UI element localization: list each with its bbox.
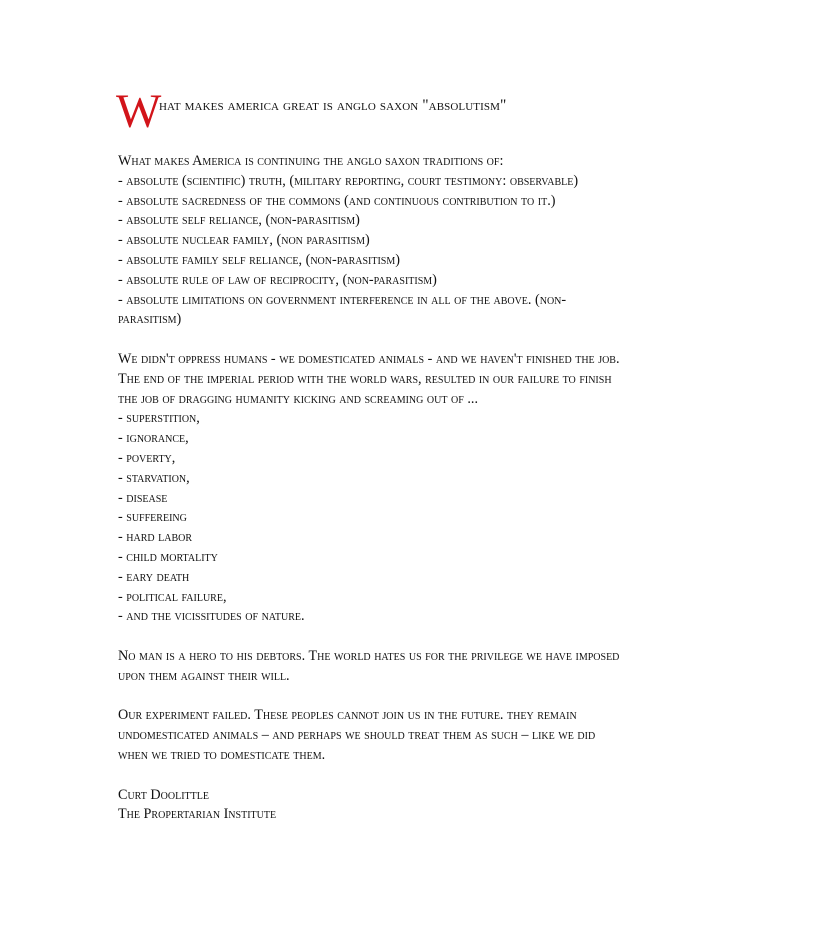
intro-cap: W <box>118 153 132 169</box>
tradition-item: - absolute rule of law of reciprocity, (non-parasitism) <box>118 271 437 288</box>
document-title <box>116 85 758 138</box>
tradition-item: - absolute sacredness of the commons (and continuous contribution to it.) <box>118 192 556 209</box>
paragraph-debtors <box>118 647 758 687</box>
paragraph-line: The end of the imperial period with the world wars, resulted in our failure to finish <box>118 370 612 387</box>
tradition-item: - absolute nuclear family, (non parasitism) <box>118 232 370 249</box>
ill-item: - hard labor <box>118 529 193 546</box>
ill-item: - suffereing <box>118 509 187 526</box>
ill-item: - superstition, <box>118 410 200 427</box>
tradition-item: - absolute self reliance, (non-parasitism) <box>118 212 360 229</box>
paragraph-domestication <box>118 350 758 409</box>
ill-item: - eary death <box>118 568 190 585</box>
paragraph-gap <box>118 330 758 350</box>
paragraph-line: No man is a hero to his debtors. The world hates us for the privilege we have imposed <box>118 647 620 664</box>
paragraph-gap <box>118 687 758 707</box>
ill-item: - ignorance, <box>118 430 189 447</box>
intro-cap-2: A <box>192 153 203 169</box>
intro-text: hat makes <box>131 153 193 169</box>
signature-name: Curt Doolittle <box>118 786 209 803</box>
ill-item: - starvation, <box>118 469 190 486</box>
ill-item: - child mortality <box>118 548 218 565</box>
intro-line <box>118 152 758 172</box>
paragraph-gap <box>118 766 758 786</box>
ill-item: - disease <box>118 489 168 506</box>
intro-text-2: merica is continuing the anglo saxon traditions of: <box>202 153 504 169</box>
tradition-item: - absolute limitations on government interference in all of the above. (non- <box>118 291 567 308</box>
paragraph-line: the job of dragging humanity kicking and screaming out of ... <box>118 390 478 407</box>
tradition-item: - absolute (scientific) truth, (military reporting, court testimony: observable) <box>118 172 579 189</box>
paragraph-line: Our experiment failed. These peoples cannot join us in the future. they remain <box>118 707 577 724</box>
traditions-list <box>118 172 758 330</box>
signature-org: The Propertarian Institute <box>118 806 277 823</box>
paragraph-gap <box>118 627 758 647</box>
ill-item: - and the vicissitudes of nature. <box>118 608 305 625</box>
tradition-item: - absolute family self reliance, (non-parasitism) <box>118 251 400 268</box>
paragraph-line: when we tried to domesticate them. <box>118 746 326 763</box>
paragraph-line: upon them against their will. <box>118 667 290 684</box>
ill-item: - poverty, <box>118 449 176 466</box>
paragraph-line: undomesticated animals – and perhaps we should treat them as such – like we did <box>118 727 596 744</box>
ills-list <box>118 409 758 627</box>
paragraph-line: We didn't oppress humans - we domesticated animals - and we haven't finished the job. <box>118 350 620 367</box>
ill-item: - political failure, <box>118 588 227 605</box>
paragraph-experiment <box>118 706 758 765</box>
document-body <box>118 152 758 825</box>
tradition-item: parasitism) <box>118 311 182 328</box>
title-dropcap: W <box>116 85 162 138</box>
title-text: hat makes america great is anglo saxon "absolutism" <box>159 97 507 114</box>
document-page <box>116 85 758 823</box>
